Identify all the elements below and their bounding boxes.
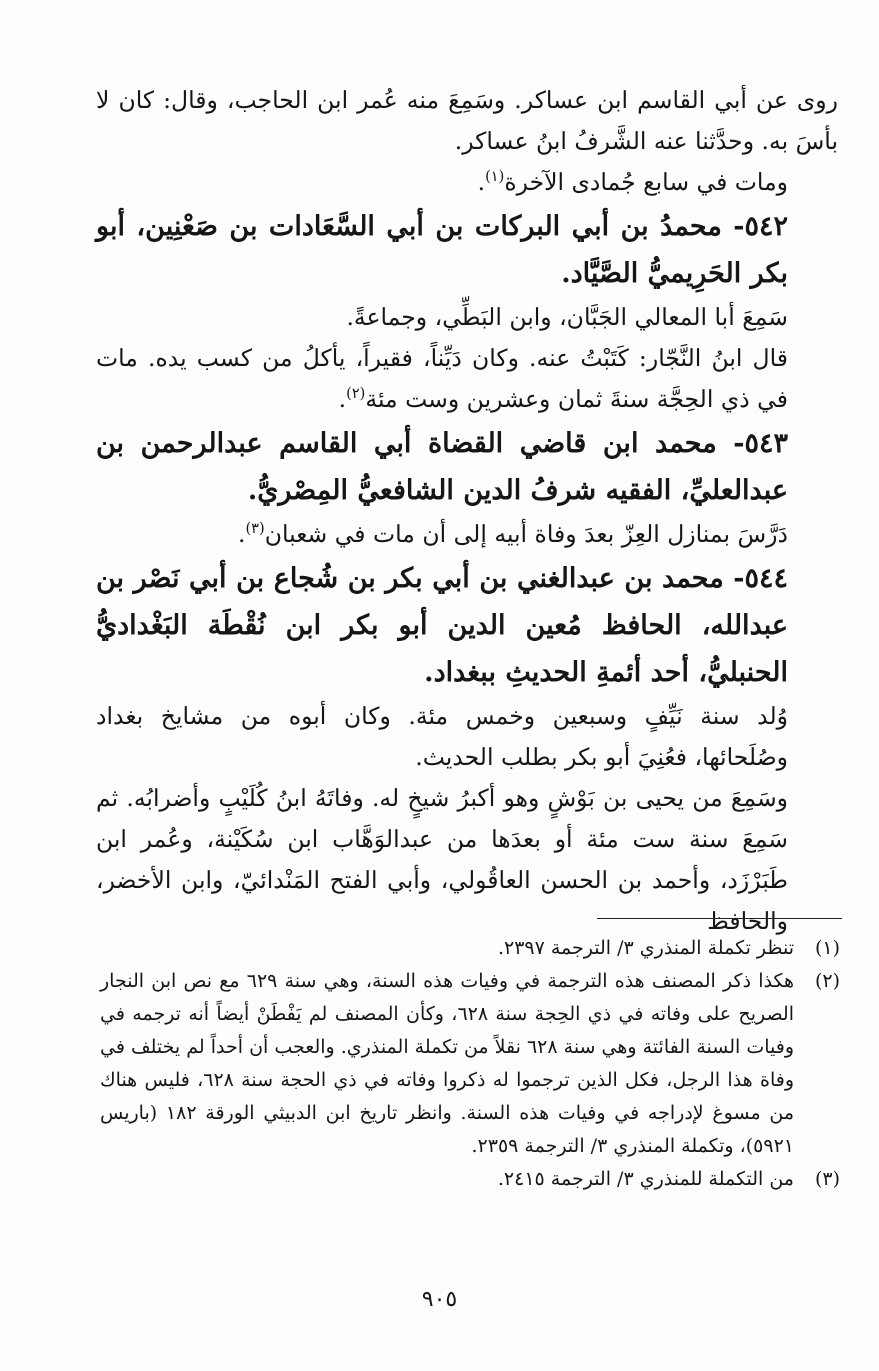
paragraph: وسَمِعَ من يحيى بن بَوْشٍ وهو أكبرُ شيخٍ له. وفاتَهُ ابنُ كُلَيْبٍ وأضرابُه. ثم سَمِعَ سنة ست مئة أو بعدَها من عبدالوَهَّاب ابن سُكَيْنة، وعُمر ابن طَبَرْزَد، وأحمد بن الحسن العاقُولي، وأبي الفتح المَنْدائيّ، وابن الأخضر، والحافظ bbox=[96, 784, 788, 935]
footnote-text: تنظر تكملة المنذري ٣/ الترجمة ٢٣٩٧. bbox=[497, 937, 794, 959]
page-number: ٩٠٥ bbox=[421, 1287, 458, 1312]
footnote-number: (٣) bbox=[814, 1168, 840, 1190]
footnotes bbox=[100, 932, 840, 1196]
footnote-text: من التكملة للمنذري ٣/ الترجمة ٢٤١٥. bbox=[497, 1168, 794, 1190]
paragraph-end: . bbox=[338, 385, 347, 413]
footnote bbox=[100, 1163, 840, 1196]
entry-heading-543: ٥٤٣- محمد ابن قاضي القضاة أبي القاسم عبدالرحمن بن عبدالعليِّ، الفقيه شرفُ الدين الشافعيُّ المِصْريُّ. bbox=[96, 428, 788, 506]
footnote-ref: (٢) bbox=[346, 385, 366, 403]
footnote-text: هكذا ذكر المصنف هذه الترجمة في وفيات هذه السنة، وهي سنة ٦٢٩ مع نص ابن النجار الصريح على وفاته في ذي الحِجة سنة ٦٢٨، وكأن المصنف لم يَفْطَنْ أيضاً أنه ترجمه في وفيات السنة الفائتة وهي سنة ٦٢٨ نقلاً من تكملة المنذري. والعجب أن أحداً لم يختلف في وفاة هذا الرجل، فكل الذين ترجموا له ذكروا وفاته في ذي الحجة سنة ٦٢٨، فليس هناك من مسوغ لإدراجه في وفيات هذه السنة. وانظر تاريخ ابن الدبيثي الورقة ١٨٢ (باريس ٥٩٢١)، وتكملة المنذري ٣/ الترجمة ٢٣٥٩. bbox=[100, 970, 795, 1157]
paragraph-end: . bbox=[477, 168, 486, 196]
footnote-ref: (٣) bbox=[245, 520, 265, 538]
paragraph bbox=[96, 514, 838, 555]
paragraph bbox=[96, 162, 838, 203]
footnote-ref: (١) bbox=[485, 168, 505, 186]
paragraph-text: قال ابنُ النَّجّار: كَتَبْتُ عنه. وكان دَيِّناً، فقيراً، يأكلُ من كسب يده. مات في ذي الحِجَّة سنةَ ثمان وعشرين وست مئة bbox=[96, 344, 788, 413]
footnote bbox=[100, 965, 840, 1163]
footnote-number: (٢) bbox=[814, 970, 840, 992]
footnote bbox=[100, 932, 840, 965]
paragraph-text: دَرَّسَ بمنازل العِزّ بعدَ وفاة أبيه إلى أن مات في شعبان bbox=[264, 520, 788, 548]
paragraph-text: ومات في سابع جُمادى الآخرة bbox=[504, 168, 788, 196]
paragraph bbox=[96, 338, 838, 420]
paragraph-end: . bbox=[238, 520, 246, 548]
main-text bbox=[96, 80, 838, 942]
paragraph: وُلد سنة نَيِّفٍ وسبعين وخمس مئة. وكان أبوه من مشايخ بغداد وصُلَحائها، فعُنِيَ أبو بكر بطلب الحديث. bbox=[96, 702, 788, 771]
footnote-number: (١) bbox=[814, 937, 840, 959]
footnote-separator bbox=[597, 918, 842, 919]
entry-heading-542: ٥٤٢- محمدُ بن أبي البركات بن أبي السَّعَادات بن صَعْنِين، أبو بكر الحَرِيميُّ الصَّيَّاد. bbox=[96, 211, 788, 289]
paragraph: سَمِعَ أبا المعالي الجَبَّان، وابن البَطِّي، وجماعةً. bbox=[346, 303, 788, 331]
paragraph: روى عن أبي القاسم ابن عساكر. وسَمِعَ منه عُمر ابن الحاجب، وقال: كان لا بأسَ به. وحدَّثنا عنه الشَّرفُ ابنُ عساكر. bbox=[96, 86, 838, 155]
entry-heading-544: ٥٤٤- محمد بن عبدالغني بن أبي بكر بن شُجاع بن أبي نَصْر بن عبدالله، الحافظ مُعين الدين أبو بكر ابن نُقْطَة البَغْداديُّ الحنبليُّ، أحد أئمةِ الحديثِ ببغداد. bbox=[96, 563, 788, 688]
